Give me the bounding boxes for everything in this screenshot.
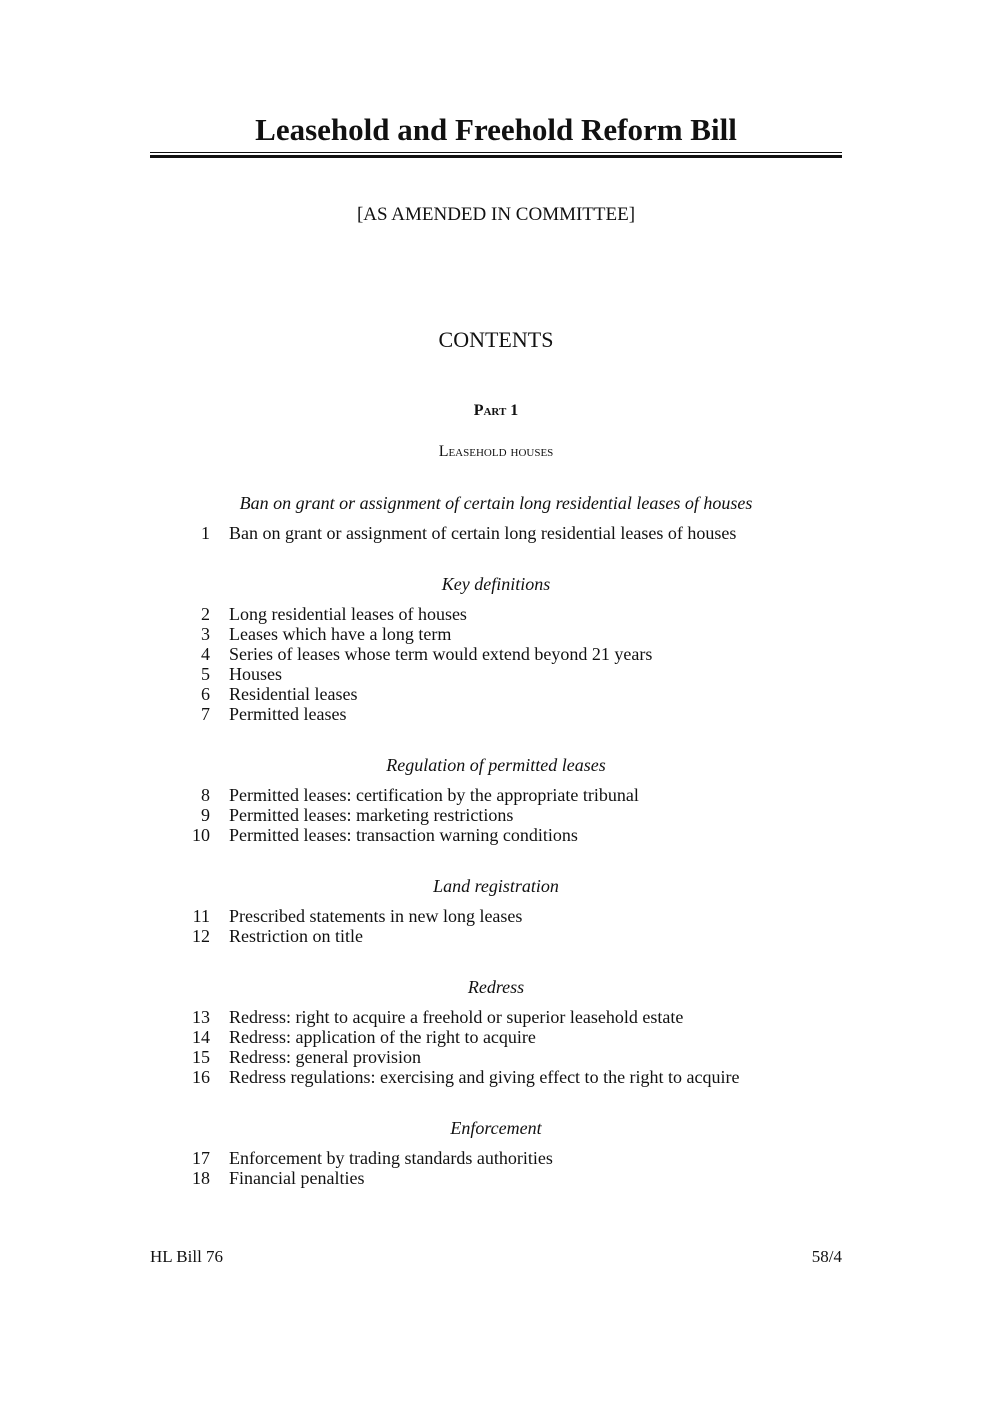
section-list [150,1007,842,1087]
clause-number: 18 [192,1168,210,1188]
clause-title: Series of leases whose term would extend beyond 21 years [229,644,653,664]
clause-title: Permitted leases [229,704,347,724]
clause-number: 4 [201,644,210,664]
bill-title: Leasehold and Freehold Reform Bill [255,112,737,147]
contents-item[interactable] [150,1168,842,1188]
title-rule-thin [150,152,842,153]
clause-number: 9 [201,805,210,825]
contents-item[interactable] [150,926,842,946]
clause-number: 17 [192,1148,210,1168]
part-title: Leasehold houses [438,443,554,460]
clause-number: 14 [192,1027,210,1047]
section-heading: Ban on grant or assignment of certain long residential leases of houses [239,493,753,513]
clause-title: Ban on grant or assignment of certain long residential leases of houses [229,523,737,543]
clause-title: Enforcement by trading standards authorities [229,1148,553,1168]
contents-item[interactable] [150,523,842,543]
contents-item[interactable] [150,664,842,684]
contents-item[interactable] [150,805,842,825]
clause-number: 12 [192,926,210,946]
clause-number: 16 [192,1067,210,1087]
contents-item[interactable] [150,604,842,624]
section-heading: Regulation of permitted leases [386,755,606,775]
contents-heading: CONTENTS [438,327,554,352]
clause-title: Redress: application of the right to acquire [229,1027,536,1047]
contents-item[interactable] [150,785,842,805]
clause-number: 3 [201,624,210,644]
contents-list [150,462,842,1188]
section-list [150,785,842,845]
clause-number: 10 [192,825,210,845]
contents-item[interactable] [150,825,842,845]
clause-number: 11 [192,906,210,926]
section-heading: Land registration [433,876,559,896]
clause-number: 2 [201,604,210,624]
contents-item[interactable] [150,644,842,664]
section-list [150,604,842,724]
section-list [150,1148,842,1188]
clause-number: 7 [201,704,210,724]
clause-title: Redress regulations: exercising and giving effect to the right to acquire [229,1067,740,1087]
clause-title: Leases which have a long term [229,624,452,644]
bill-subtitle: [AS AMENDED IN COMMITTEE] [356,204,636,225]
clause-title: Houses [229,664,282,684]
footer-page-ref: 58/4 [811,1247,842,1266]
section-list [150,523,842,543]
clause-title: Long residential leases of houses [229,604,467,624]
clause-title: Redress: general provision [229,1047,421,1067]
contents-item[interactable] [150,704,842,724]
section-heading: Enforcement [450,1118,542,1138]
contents-item[interactable] [150,624,842,644]
title-rule-thick [150,155,842,158]
clause-title: Financial penalties [229,1168,365,1188]
contents-item[interactable] [150,906,842,926]
clause-number: 1 [201,523,210,543]
clause-title: Redress: right to acquire a freehold or superior leasehold estate [229,1007,684,1027]
clause-number: 13 [192,1007,210,1027]
clause-title: Permitted leases: marketing restrictions [229,805,514,825]
clause-title: Permitted leases: transaction warning conditions [229,825,578,845]
contents-item[interactable] [150,1047,842,1067]
section-heading: Key definitions [441,574,551,594]
clause-number: 5 [201,664,210,684]
contents-item[interactable] [150,1067,842,1087]
contents-item[interactable] [150,1148,842,1168]
clause-title: Prescribed statements in new long leases [229,906,523,926]
section-list [150,906,842,946]
clause-number: 15 [192,1047,210,1067]
contents-item[interactable] [150,1027,842,1047]
section-heading: Redress [467,977,525,997]
contents-item[interactable] [150,684,842,704]
clause-title: Restriction on title [229,926,363,946]
clause-number: 6 [201,684,210,704]
clause-title: Residential leases [229,684,358,704]
part-label: Part 1 [473,402,519,419]
clause-number: 8 [201,785,210,805]
footer-bill-number: HL Bill 76 [150,1247,224,1266]
clause-title: Permitted leases: certification by the appropriate tribunal [229,785,639,805]
contents-item[interactable] [150,1007,842,1027]
